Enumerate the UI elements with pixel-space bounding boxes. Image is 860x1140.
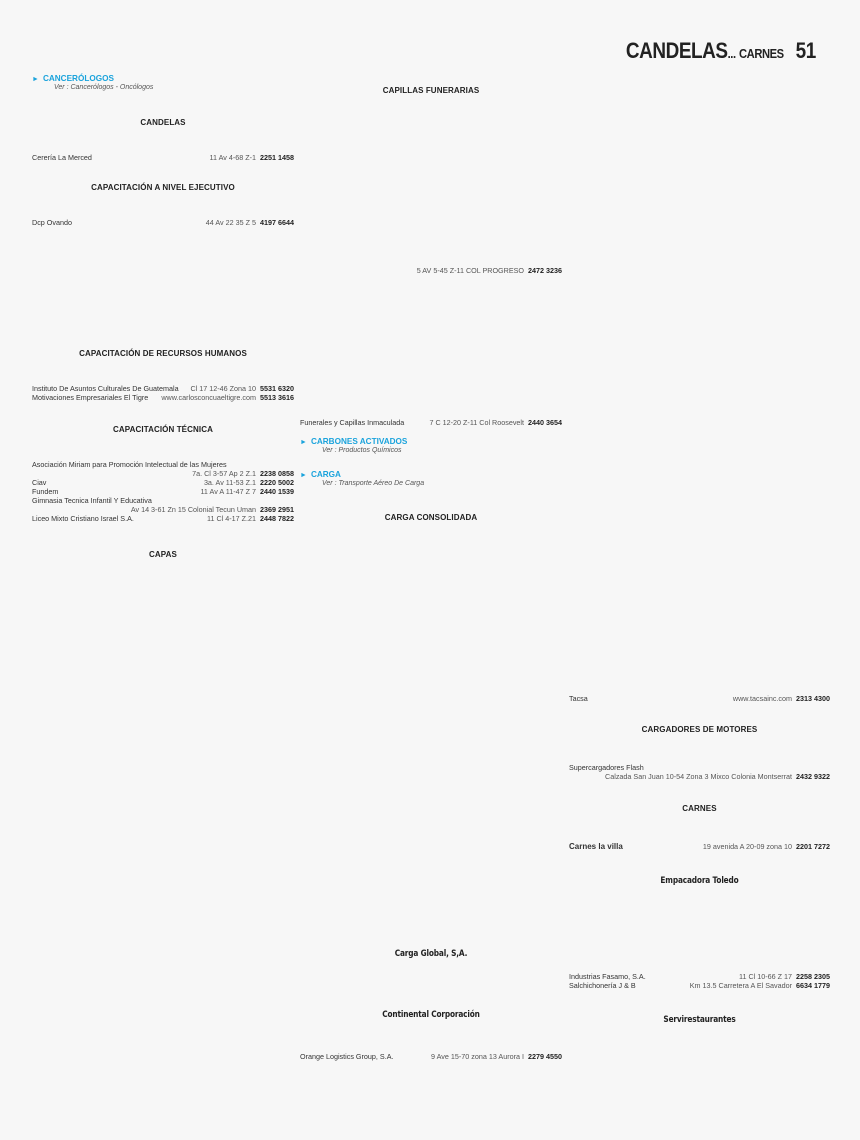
arrow-icon: ► [32,76,39,83]
listing-orange: Orange Logistics Group, S.A. 9 Ave 15-70 zona 13 Aurora I 2279 4550 [300,1052,562,1061]
heading-capillas: CAPILLAS FUNERARIAS [382,86,480,95]
header-title: CANDELAS [626,38,728,63]
ref-see: Ver : [322,480,337,487]
ad-continental: Continental Corporación [382,1010,480,1020]
listing-funerales: Funerales y Capillas Inmaculada 7 C 12-20 Z-11 Col Roosevelt 2440 3654 [300,418,562,427]
ref-text: Transporte Aéreo De Carga [338,480,425,487]
listing-group-tecnica: Asociación Miriam para Promoción Intelectual de las Mujeres 7a. Cl 3-57 Ap 2 Z.1 2238 0858 Ciav 3a. Av 11-53 Z.1 2220 5002 Fundem 11 Av A 11-47 Z 7 2440 1539 Gimnasia Tecnica Infantil Y Educativa Av 14 3-61 Zn 15 Colonial Tecun Uman 2369 2951 Liceo Mixto Cristiano Israel S.A. 11 Cl 4-17 Z.21 2448 7822 [32,460,294,523]
heading-candelas: CANDELAS [140,118,186,127]
listing-carnes-villa: Carnes la villa 19 avenida A 20-09 zona 10 2201 7272 [569,842,830,851]
listing-gimnasia: Gimnasia Tecnica Infantil Y Educativa [32,496,152,505]
ad-empacadora-toledo: Empacadora Toledo [660,876,739,886]
listing-liceo: Liceo Mixto Cristiano Israel S.A. 11 Cl 4-17 Z.21 2448 7822 [32,514,294,523]
ref-carbones[interactable] [300,437,407,454]
arrow-icon: ► [300,439,307,446]
listing-fasamo: Industrias Fasamo, S.A. 11 Cl 10-66 Z 17 2258 2305 [569,972,830,981]
ref-title: CARGA [310,470,341,479]
ref-cancerologos[interactable] [32,74,153,91]
ad-carga-global: Carga Global, S,A. [394,949,468,959]
listing-motivaciones: Motivaciones Empresariales El Tigre www.carlosconcuaeltigre.com 5513 3616 [32,393,294,402]
listing-miriam: Asociación Miriam para Promoción Intelectual de las Mujeres [32,460,227,469]
heading-capacitacion-ejecutivo: CAPACITACIÓN A NIVEL EJECUTIVO [91,183,235,192]
page-number: 51 [795,38,816,63]
listing-cereria: Cerería La Merced 11 Av 4-68 Z-1 2251 1458 [32,153,294,162]
ad-servirestaurantes: Servirestaurantes [663,1015,736,1025]
listing-ciav: Ciav 3a. Av 11-53 Z.1 2220 5002 [32,478,294,487]
heading-capacitacion-tecnica: CAPACITACIÓN TÉCNICA [113,425,213,434]
ref-see: Ver : [54,84,69,91]
ref-see: Ver : [322,447,337,454]
heading-carga-consolidada: CARGA CONSOLIDADA [384,513,478,522]
ref-carga[interactable] [300,470,424,487]
listing-supercargadores: Supercargadores Flash Calzada San Juan 10-54 Zona 3 Mixco Colonia Montserrat 2432 9322 [569,763,830,781]
heading-cargadores: CARGADORES DE MOTORES [641,725,758,734]
heading-capacitacion-rrhh: CAPACITACIÓN DE RECURSOS HUMANOS [79,349,247,358]
listing-group-rrhh [32,384,294,402]
arrow-icon: ► [300,472,307,479]
listing-tacsa: Tacsa www.tacsainc.com 2313 4300 [569,694,830,703]
page-header [626,38,816,64]
ref-text: Cancerólogos - Oncólogos [70,84,154,91]
listing-fundem: Fundem 11 Av A 11-47 Z 7 2440 1539 [32,487,294,496]
header-separator: ... [727,46,736,61]
listing-dcp-ovando: Dcp Ovando 44 Av 22 35 Z 5 4197 6644 [32,218,294,227]
heading-carnes: CARNES [682,804,717,813]
listing-salchichoneria: Salchichonería J & B Km 13.5 Carretera A El Savador 6634 1779 [569,981,830,990]
ref-title: CARBONES ACTIVADOS [310,437,408,446]
ref-title: CANCERÓLOGOS [42,74,114,83]
listing-progreso: 5 AV 5-45 Z-11 COL PROGRESO 2472 3236 [416,266,562,275]
listing-instituto: Instituto De Asuntos Culturales De Guatemala Cl 17 12-46 Zona 10 5531 6320 [32,384,294,393]
ref-text: Productos Químicos [338,447,402,454]
listing-group-carnes [569,972,830,990]
heading-capas: CAPAS [149,550,177,559]
header-subtitle: CARNES [739,46,784,61]
